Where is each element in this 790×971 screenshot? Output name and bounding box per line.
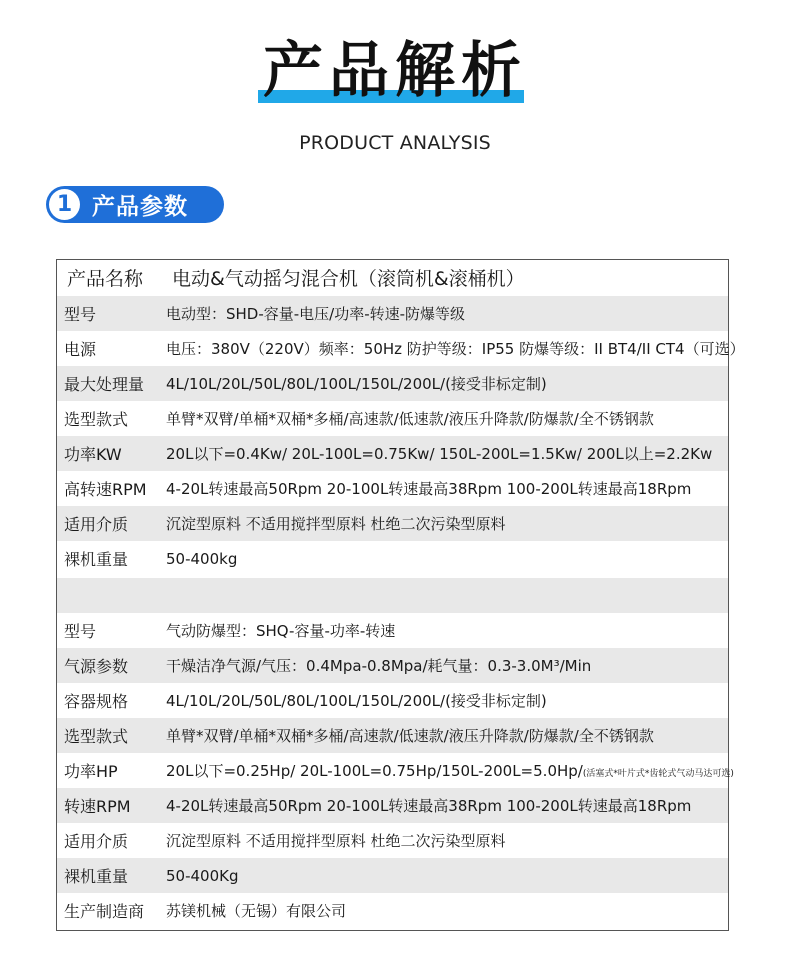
- row-label: 气源参数: [64, 657, 129, 676]
- row-label: 裸机重量: [64, 867, 129, 886]
- power-hp-text: 20L以下=0.25Hp/ 20L-100L=0.75Hp/150L-200L=5.0Hp/: [166, 762, 583, 780]
- row-label: 转速RPM: [64, 797, 131, 816]
- row-value: 沉淀型原料 不适用搅拌型原料 杜绝二次污染型原料: [166, 832, 506, 850]
- section-label: 产品参数: [92, 194, 188, 220]
- table-row: [57, 331, 745, 366]
- row-label: 功率HP: [64, 762, 118, 781]
- header-value: 电动&气动摇匀混合机（滚筒机&滚桶机）: [172, 268, 525, 290]
- table-row: [57, 893, 728, 928]
- table-row: [57, 683, 728, 718]
- table-row: [57, 541, 728, 576]
- row-value: 4L/10L/20L/50L/80L/100L/150L/200L/(接受非标定制): [166, 375, 547, 393]
- row-value: 50-400Kg: [166, 866, 239, 885]
- table-row: [57, 506, 728, 541]
- section-number-icon: 1: [49, 189, 80, 220]
- page-subtitle: PRODUCT ANALYSIS: [299, 132, 491, 154]
- table-row: [57, 823, 728, 858]
- row-label: 高转速RPM: [64, 480, 147, 499]
- row-value: 气动防爆型：SHQ-容量-功率-转速: [166, 622, 396, 640]
- page-title: 产品解析: [263, 36, 527, 106]
- row-value: 50-400kg: [166, 549, 238, 568]
- row-value: 沉淀型原料 不适用搅拌型原料 杜绝二次污染型原料: [166, 515, 506, 533]
- row-value: 干燥洁净气源/气压：0.4Mpa-0.8Mpa/耗气量：0.3-3.0M³/Min: [166, 657, 592, 675]
- table-row: [57, 788, 728, 823]
- row-value: 苏镁机械（无锡）有限公司: [166, 902, 347, 920]
- row-value: [166, 760, 734, 781]
- header-label: 产品名称: [67, 268, 144, 290]
- title-wrap: [0, 36, 790, 106]
- row-label: 功率KW: [64, 445, 122, 464]
- row-value: 电动型：SHD-容量-电压/功率-转速-防爆等级: [166, 305, 466, 323]
- table-row: [57, 436, 728, 471]
- row-value: 4-20L转速最高50Rpm 20-100L转速最高38Rpm 100-200L转速最高18Rpm: [166, 797, 692, 815]
- row-value: 4L/10L/20L/50L/80L/100L/150L/200L/(接受非标定制): [166, 692, 547, 710]
- row-value: 电压：380V（220V）频率：50Hz 防护等级：IP55 防爆等级：II BT4/II CT4（可选）: [166, 340, 745, 358]
- table-row: [57, 648, 728, 683]
- row-label: 选型款式: [64, 727, 129, 746]
- table-row: [57, 471, 728, 506]
- row-value: 4-20L转速最高50Rpm 20-100L转速最高38Rpm 100-200L转速最高18Rpm: [166, 480, 692, 498]
- table-row-spacer: [57, 578, 728, 613]
- row-label: 型号: [64, 622, 97, 641]
- table-header-row: [57, 260, 728, 295]
- table-row: [57, 858, 728, 893]
- table-row: [57, 613, 728, 648]
- row-label: 适用介质: [64, 832, 129, 851]
- row-label: 生产制造商: [64, 902, 145, 921]
- row-value: 20L以下=0.4Kw/ 20L-100L=0.75Kw/ 150L-200L=1.5Kw/ 200L以上=2.2Kw: [166, 445, 713, 463]
- row-label: 适用介质: [64, 515, 129, 534]
- row-label: 电源: [64, 340, 97, 359]
- table-row: [57, 753, 734, 788]
- motor-options-note: (活塞式*叶片式*齿轮式气动马达可选): [582, 769, 734, 779]
- table-row: [57, 296, 728, 331]
- table-row: [57, 366, 728, 401]
- row-label: 型号: [64, 305, 97, 324]
- row-label: 容器规格: [64, 692, 129, 711]
- row-label: 裸机重量: [64, 550, 129, 569]
- spec-table: [56, 259, 745, 931]
- row-label: 选型款式: [64, 410, 129, 429]
- row-label: 最大处理量: [64, 375, 145, 394]
- table-row: [57, 718, 728, 753]
- row-value: 单臂*双臂/单桶*双桶*多桶/高速款/低速款/液压升降款/防爆款/全不锈钢款: [166, 410, 654, 428]
- row-value: 单臂*双臂/单桶*双桶*多桶/高速款/低速款/液压升降款/防爆款/全不锈钢款: [166, 727, 654, 745]
- table-row: [57, 401, 728, 436]
- section-badge: [46, 186, 224, 223]
